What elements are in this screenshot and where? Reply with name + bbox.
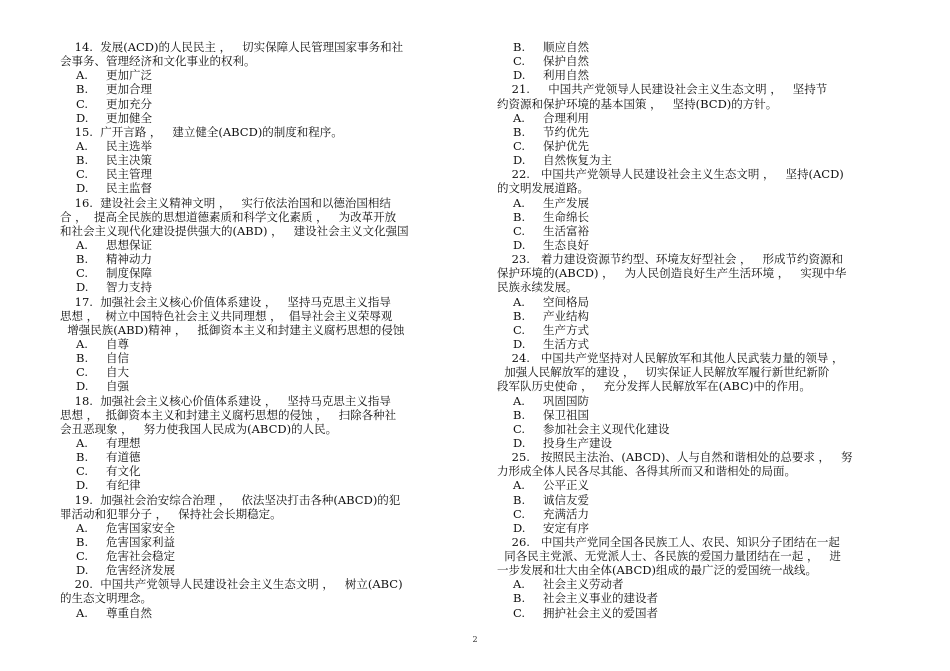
option-text: 自尊 <box>106 336 129 351</box>
option-text: 自强 <box>106 379 129 394</box>
option-letter: B. <box>513 40 526 54</box>
option-line <box>497 139 907 153</box>
option-text: 更加合理 <box>106 82 152 97</box>
question-line: 保护环境的(ABCD) ， 为人民创造良好生产生活环境 ， 实现中华 <box>497 266 847 281</box>
question-line: 同各民主党派、无党派人士、各民族的爱国力量团结在一起 ， 进 <box>497 549 841 564</box>
option-letter: D. <box>76 379 89 394</box>
option-letter: D. <box>513 68 526 83</box>
option-letter: D. <box>76 181 89 196</box>
option-letter: A. <box>76 138 88 153</box>
option-letter: C. <box>513 223 526 238</box>
option-letter: A. <box>76 520 88 535</box>
option-letter: B. <box>76 153 89 168</box>
option-line <box>497 68 907 82</box>
page-number: 2 <box>472 635 478 644</box>
option-text: 利用自然 <box>543 68 589 83</box>
question-line: 26. 中国共产党同全国各民族工人、农民、知识分子团结在一起 <box>497 534 840 549</box>
option-text: 民主管理 <box>106 167 152 182</box>
option-letter: B. <box>76 351 89 366</box>
option-line <box>60 181 470 195</box>
question-line: 15. 广开言路 ， 建立健全(ABCD)的制度和程序。 <box>60 124 343 139</box>
option-letter: A. <box>513 577 525 592</box>
option-text: 节约优先 <box>543 124 589 139</box>
option-text: 保护优先 <box>543 138 589 153</box>
option-text: 生活富裕 <box>543 223 589 238</box>
option-line <box>497 394 907 408</box>
option-letter: B. <box>76 82 89 97</box>
option-letter: D. <box>513 336 526 351</box>
question-line: 一步发展和壮大由全体(ABCD)组成的最广泛的爱国统一战线。 <box>497 563 817 578</box>
question-line: 25. 按照民主法治、(ABCD)、人与自然和谐相处的总要求 ， 努 <box>497 450 853 465</box>
option-line <box>60 252 470 266</box>
option-line <box>60 111 470 125</box>
question-line: 加强人民解放军的建设 ， 切实保证人民解放军履行新世纪新阶 <box>497 365 830 380</box>
option-letter: A. <box>513 195 525 210</box>
question-line: 合 ， 提高全民族的思想道德素质和科学文化素质 ， 为改革开放 <box>60 209 397 224</box>
option-text: 精神动力 <box>106 252 152 267</box>
option-line <box>60 238 470 252</box>
question-line: 的文明发展道路。 <box>497 181 589 196</box>
question-line: 17. 加强社会主义核心价值体系建设 ， 坚持马克思主义指导 <box>60 294 391 309</box>
option-letter: B. <box>513 308 526 323</box>
option-line <box>60 535 470 549</box>
option-line <box>497 422 907 436</box>
option-text: 生命绵长 <box>543 209 589 224</box>
option-letter: D. <box>76 478 89 493</box>
option-letter: D. <box>76 280 89 295</box>
option-letter: B. <box>513 209 526 224</box>
option-line <box>60 153 470 167</box>
option-line <box>497 323 907 337</box>
option-line <box>497 224 907 238</box>
option-text: 保卫祖国 <box>543 407 589 422</box>
option-text: 公平正义 <box>543 478 589 493</box>
question-line: 约资源和保护环境的基本国策 ， 坚持(BCD)的方针。 <box>497 96 778 111</box>
option-letter: A. <box>76 68 88 83</box>
option-letter: A. <box>76 237 88 252</box>
option-text: 生产发展 <box>543 195 589 210</box>
option-line <box>497 577 907 591</box>
option-letter: D. <box>513 520 526 535</box>
option-text: 合理利用 <box>543 110 589 125</box>
option-text: 生产方式 <box>543 322 589 337</box>
option-text: 智力支持 <box>106 280 152 295</box>
option-line <box>497 210 907 224</box>
option-line <box>60 97 470 111</box>
option-line <box>60 139 470 153</box>
option-letter: C. <box>513 54 526 69</box>
option-line <box>60 478 470 492</box>
question-line: 和社会主义现代化建设提供强大的(ABD) ， 建设社会主义文化强国 <box>60 223 409 238</box>
option-letter: C. <box>513 322 526 337</box>
option-letter: D. <box>76 563 89 578</box>
question-line: 思想 ， 树立中国特色社会主义共同理想 ， 倡导社会主义荣辱观 <box>60 308 393 323</box>
question-line: 罪活动和犯罪分子 ， 保持社会长期稳定。 <box>60 506 282 521</box>
option-text: 危害经济发展 <box>106 563 175 578</box>
option-line <box>60 450 470 464</box>
option-text: 拥护社会主义的爱国者 <box>543 605 658 620</box>
left-column <box>60 40 470 620</box>
option-line <box>497 478 907 492</box>
option-letter: B. <box>513 492 526 507</box>
option-line <box>497 40 907 54</box>
option-line <box>497 111 907 125</box>
option-line <box>60 167 470 181</box>
question-line: 16. 建设社会主义精神文明 ， 实行依法治国和以德治国相结 <box>60 195 391 210</box>
option-line <box>60 68 470 82</box>
question-line: 21. 中国共产党领导人民建设社会主义生态文明 ， 坚持节 <box>497 82 828 97</box>
option-line <box>60 82 470 96</box>
option-line <box>497 493 907 507</box>
option-letter: C. <box>76 365 89 380</box>
option-letter: D. <box>513 153 526 168</box>
option-text: 社会主义事业的建设者 <box>543 591 658 606</box>
option-letter: A. <box>513 110 525 125</box>
option-line <box>497 606 907 620</box>
option-line <box>60 521 470 535</box>
option-line <box>497 436 907 450</box>
option-line <box>497 238 907 252</box>
option-text: 有理想 <box>106 435 141 450</box>
option-text: 充满活力 <box>543 506 589 521</box>
option-line <box>60 563 470 577</box>
option-text: 尊重自然 <box>106 605 152 620</box>
option-line <box>497 507 907 521</box>
option-letter: A. <box>513 393 525 408</box>
option-text: 空间格局 <box>543 294 589 309</box>
option-line <box>60 379 470 393</box>
question-line: 19. 加强社会治安综合治理 ， 依法坚决打击各种(ABCD)的犯 <box>60 492 401 507</box>
option-line <box>60 351 470 365</box>
option-line <box>60 365 470 379</box>
option-line <box>60 436 470 450</box>
option-letter: A. <box>513 478 525 493</box>
option-line <box>497 125 907 139</box>
option-text: 有纪律 <box>106 478 141 493</box>
option-text: 安定有序 <box>543 520 589 535</box>
option-letter: B. <box>76 252 89 267</box>
option-line <box>497 153 907 167</box>
option-letter: B. <box>513 124 526 139</box>
option-line <box>497 309 907 323</box>
option-line <box>497 591 907 605</box>
option-text: 更加广泛 <box>106 68 152 83</box>
option-text: 制度保障 <box>106 266 152 281</box>
option-letter: C. <box>513 506 526 521</box>
question-line: 思想 ， 抵御资本主义和封建主义腐朽思想的侵蚀 ， 扫除各种社 <box>60 407 397 422</box>
option-text: 危害社会稳定 <box>106 549 175 564</box>
option-text: 自大 <box>106 365 129 380</box>
option-line <box>60 280 470 294</box>
option-letter: B. <box>513 407 526 422</box>
option-text: 危害国家利益 <box>106 534 175 549</box>
option-letter: B. <box>76 534 89 549</box>
option-text: 有文化 <box>106 464 141 479</box>
option-letter: B. <box>76 450 89 465</box>
option-text: 参加社会主义现代化建设 <box>543 421 670 436</box>
option-letter: C. <box>76 549 89 564</box>
option-letter: D. <box>513 237 526 252</box>
question-line: 增强民族(ABD)精神 ， 抵御资本主义和封建主义腐朽思想的侵蚀 <box>60 322 405 337</box>
right-column <box>497 40 907 620</box>
option-letter: C. <box>76 167 89 182</box>
option-letter: C. <box>76 96 89 111</box>
question-line: 14. 发展(ACD)的人民民主 ， 切实保障人民管理国家事务和社 <box>60 40 404 54</box>
option-letter: A. <box>76 605 88 620</box>
question-line: 段军队历史使命 ， 充分发挥人民解放军在(ABC)中的作用。 <box>497 379 811 394</box>
option-text: 生活方式 <box>543 336 589 351</box>
option-letter: C. <box>513 421 526 436</box>
option-line <box>497 521 907 535</box>
option-letter: C. <box>76 266 89 281</box>
option-line <box>497 295 907 309</box>
option-text: 投身生产建设 <box>543 435 612 450</box>
option-line <box>497 337 907 351</box>
option-text: 诚信友爱 <box>543 492 589 507</box>
option-line <box>60 337 470 351</box>
option-text: 自信 <box>106 351 129 366</box>
option-letter: C. <box>513 138 526 153</box>
option-line <box>60 464 470 478</box>
option-letter: D. <box>513 435 526 450</box>
option-text: 生态良好 <box>543 237 589 252</box>
option-line <box>497 54 907 68</box>
option-letter: A. <box>76 336 88 351</box>
option-letter: A. <box>76 435 88 450</box>
question-line: 会事务、管理经济和文化事业的权利。 <box>60 54 256 69</box>
option-text: 危害国家安全 <box>106 520 175 535</box>
option-line <box>60 549 470 563</box>
option-letter: C. <box>513 605 526 620</box>
question-line: 民族永续发展。 <box>497 280 578 295</box>
option-text: 有道德 <box>106 450 141 465</box>
option-line <box>497 196 907 210</box>
option-text: 顺应自然 <box>543 40 589 54</box>
option-text: 社会主义劳动者 <box>543 577 624 592</box>
option-letter: A. <box>513 294 525 309</box>
option-text: 自然恢复为主 <box>543 153 612 168</box>
question-line: 的生态文明理念。 <box>60 591 152 606</box>
option-text: 保护自然 <box>543 54 589 69</box>
option-line <box>60 606 470 620</box>
option-text: 更加充分 <box>106 96 152 111</box>
question-line: 会丑恶现象 ， 努力使我国人民成为(ABCD)的人民。 <box>60 421 338 436</box>
option-letter: C. <box>76 464 89 479</box>
question-line: 20. 中国共产党领导人民建设社会主义生态文明 ， 树立(ABC) <box>60 577 403 592</box>
option-text: 民主决策 <box>106 153 152 168</box>
option-text: 巩固国防 <box>543 393 589 408</box>
question-line: 24. 中国共产党坚持对人民解放军和其他人民武装力量的领导 ， <box>497 351 844 366</box>
option-text: 思想保证 <box>106 237 152 252</box>
question-line: 22. 中国共产党领导人民建设社会主义生态文明 ， 坚持(ACD) <box>497 167 844 182</box>
question-line: 23. 着力建设资源节约型、环境友好型社会 ， 形成节约资源和 <box>497 252 843 267</box>
option-line <box>60 266 470 280</box>
option-letter: D. <box>76 110 89 125</box>
question-line: 力形成全体人民各尽其能、各得其所而又和谐相处的局面。 <box>497 464 796 479</box>
option-text: 更加健全 <box>106 110 152 125</box>
question-line: 18. 加强社会主义核心价值体系建设 ， 坚持马克思主义指导 <box>60 393 391 408</box>
option-line <box>497 408 907 422</box>
option-text: 民主监督 <box>106 181 152 196</box>
option-text: 民主选举 <box>106 138 152 153</box>
option-text: 产业结构 <box>543 308 589 323</box>
option-letter: B. <box>513 591 526 606</box>
